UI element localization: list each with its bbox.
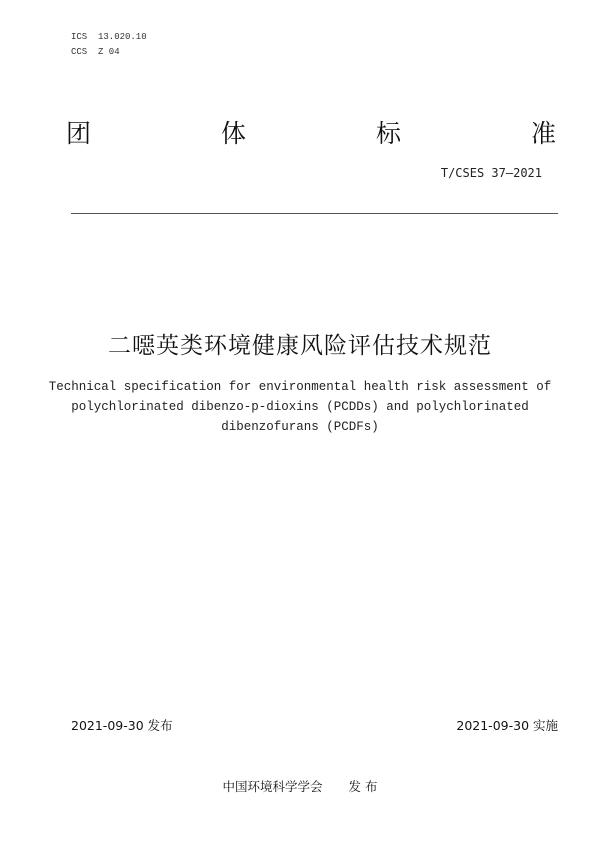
issue-label: 发 布 [348, 779, 378, 794]
standard-type-char: 准 [530, 119, 556, 148]
standard-number: T/CSES 37—2021 [440, 166, 542, 180]
effective-date: 2021-09-30 实施 [456, 718, 558, 733]
english-title-line: Technical specification for environmental health risk assessment of [48, 380, 552, 394]
standard-type-char: 体 [220, 119, 246, 148]
standard-type-char: 标 [375, 119, 401, 148]
chinese-title: 二噁英类环境健康风险评估技术规范 [108, 333, 492, 359]
english-title-line: polychlorinated dibenzo-p-dioxins (PCDDs) and polychlorinated [71, 400, 529, 414]
classification-codes [71, 30, 147, 60]
issuer-name: 中国环境科学学会 [222, 779, 323, 794]
publish-date: 2021-09-30 发布 [71, 718, 173, 733]
standard-type-heading [66, 114, 556, 150]
english-title-line: dibenzofurans (PCDFs) [221, 420, 379, 434]
issuer-line [0, 777, 600, 795]
english-title [0, 377, 600, 437]
ics-code: ICS 13.020.10 [71, 32, 147, 42]
standard-type-char: 团 [66, 119, 92, 148]
header-divider [71, 213, 558, 214]
ccs-code: CCS Z 04 [71, 47, 120, 57]
